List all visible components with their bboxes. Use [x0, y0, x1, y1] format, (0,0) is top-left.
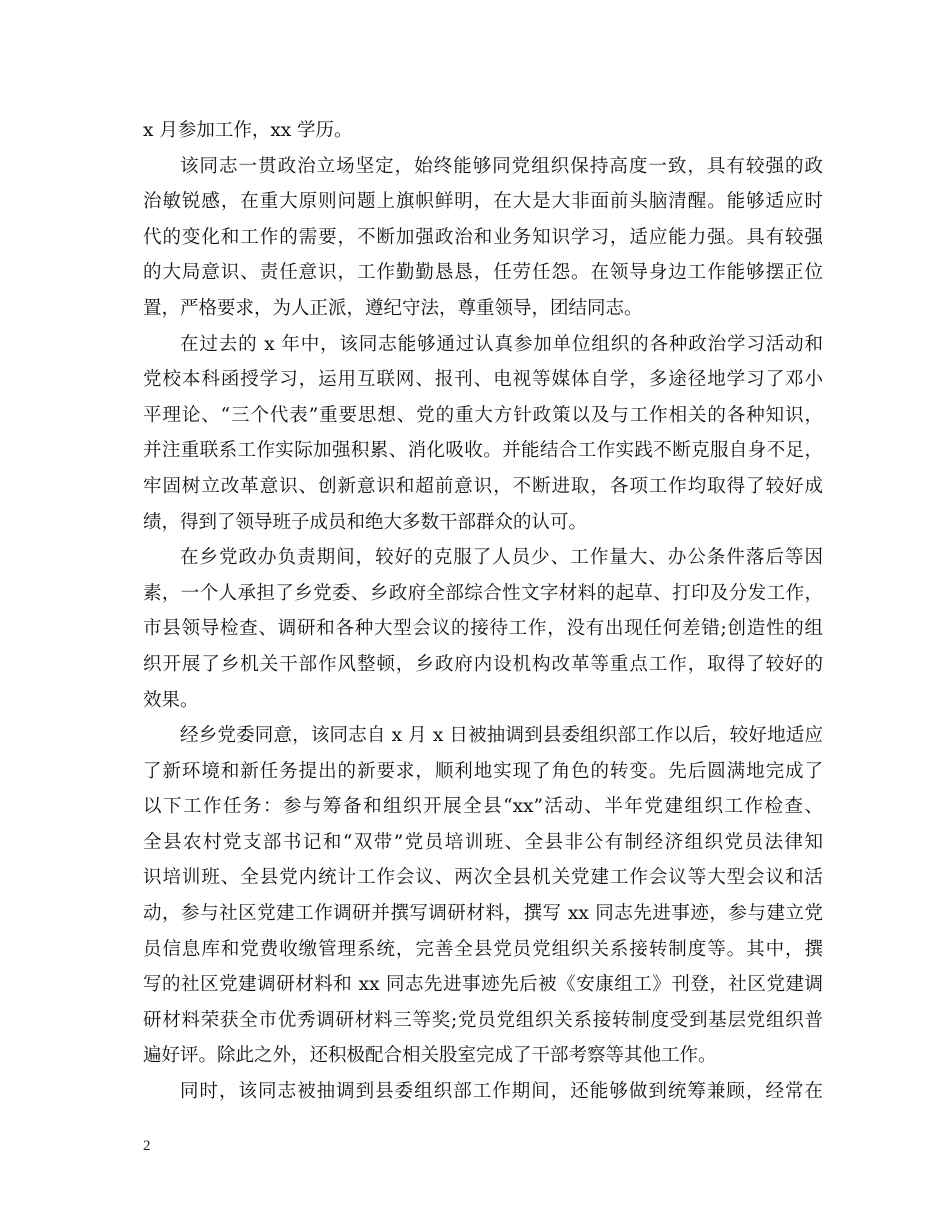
paragraph-line: 在乡党政办负责期间，较好的克服了人员少、工作量大、办公条件落后等因	[180, 547, 823, 569]
document-body	[143, 113, 823, 1110]
paragraph-line: 绩，得到了领导班子成员和绝大多数干部群众的认可。	[143, 511, 588, 533]
paragraph-line: 同时，该同志被抽调到县委组织部工作期间，还能够做到统筹兼顾，经常在	[180, 1081, 823, 1103]
paragraph-line: 研材料荣获全市优秀调研材料三等奖;党员党组织关系接转制度受到基层党组织普	[143, 1009, 823, 1031]
paragraph-line: 置，严格要求，为人正派，遵纪守法，尊重领导，团结同志。	[143, 297, 643, 319]
paragraph-line: 素，一个人承担了乡党委、乡政府全部综合性文字材料的起草、打印及分发工作，	[143, 582, 823, 604]
page-number: 2	[143, 1138, 151, 1154]
paragraph-line: 动，参与社区党建工作调研并撰写调研材料，撰写 xx 同志先进事迹，参与建立党	[143, 903, 823, 925]
paragraph-line: 全县农村党支部书记和“双带”党员培训班、全县非公有制经济组织党员法律知	[143, 831, 823, 853]
paragraph-line: 识培训班、全县党内统计工作会议、两次全县机关党建工作会议等大型会议和活	[143, 867, 823, 889]
paragraph-line: 并注重联系工作实际加强积累、消化吸收。并能结合工作实践不断克服自身不足，	[143, 440, 823, 462]
paragraph-line: 员信息库和党费收缴管理系统，完善全县党员党组织关系接转制度等。其中，撰	[143, 938, 823, 960]
paragraph-line: 市县领导检查、调研和各种大型会议的接待工作，没有出现任何差错;创造性的组	[143, 618, 823, 640]
paragraph-line: 遍好评。除此之外，还积极配合相关股室完成了干部考察等其他工作。	[143, 1045, 717, 1067]
paragraph-line: 在过去的 x 年中，该同志能够通过认真参加单位组织的各种政治学习活动和	[180, 333, 823, 355]
paragraph-line: 党校本科函授学习，运用互联网、报刊、电视等媒体自学，多途径地学习了邓小	[143, 369, 823, 391]
paragraph-line: 写的社区党建调研材料和 xx 同志先进事迹先后被《安康组工》刊登，社区党建调	[143, 974, 823, 996]
paragraph-line: 的大局意识、责任意识，工作勤勤恳恳，任劳任怨。在领导身边工作能够摆正位	[143, 262, 823, 284]
paragraph-line: 效果。	[143, 689, 199, 711]
paragraph-line: 代的变化和工作的需要，不断加强政治和业务知识学习，适应能力强。具有较强	[143, 226, 823, 248]
paragraph-line: 了新环境和新任务提出的新要求，顺利地实现了角色的转变。先后圆满地完成了	[143, 760, 823, 782]
paragraph-line: 平理论、“三个代表”重要思想、党的重大方针政策以及与工作相关的各种知识，	[143, 404, 823, 426]
paragraph-line: 该同志一贯政治立场坚定，始终能够同党组织保持高度一致，具有较强的政	[180, 155, 823, 177]
paragraph-line: 治敏锐感，在重大原则问题上旗帜鲜明，在大是大非面前头脑清醒。能够适应时	[143, 191, 823, 213]
paragraph-line: x 月参加工作，xx 学历。	[143, 120, 353, 141]
paragraph-line: 织开展了乡机关干部作风整顿，乡政府内设机构改革等重点工作，取得了较好的	[143, 653, 823, 675]
paragraph-line: 牢固树立改革意识、创新意识和超前意识，不断进取，各项工作均取得了较好成	[143, 475, 823, 497]
paragraph-line: 经乡党委同意，该同志自 x 月 x 日被抽调到县委组织部工作以后，较好地适应	[180, 725, 823, 747]
paragraph-line: 以下工作任务：参与筹备和组织开展全县“xx”活动、半年党建组织工作检查、	[143, 796, 823, 818]
